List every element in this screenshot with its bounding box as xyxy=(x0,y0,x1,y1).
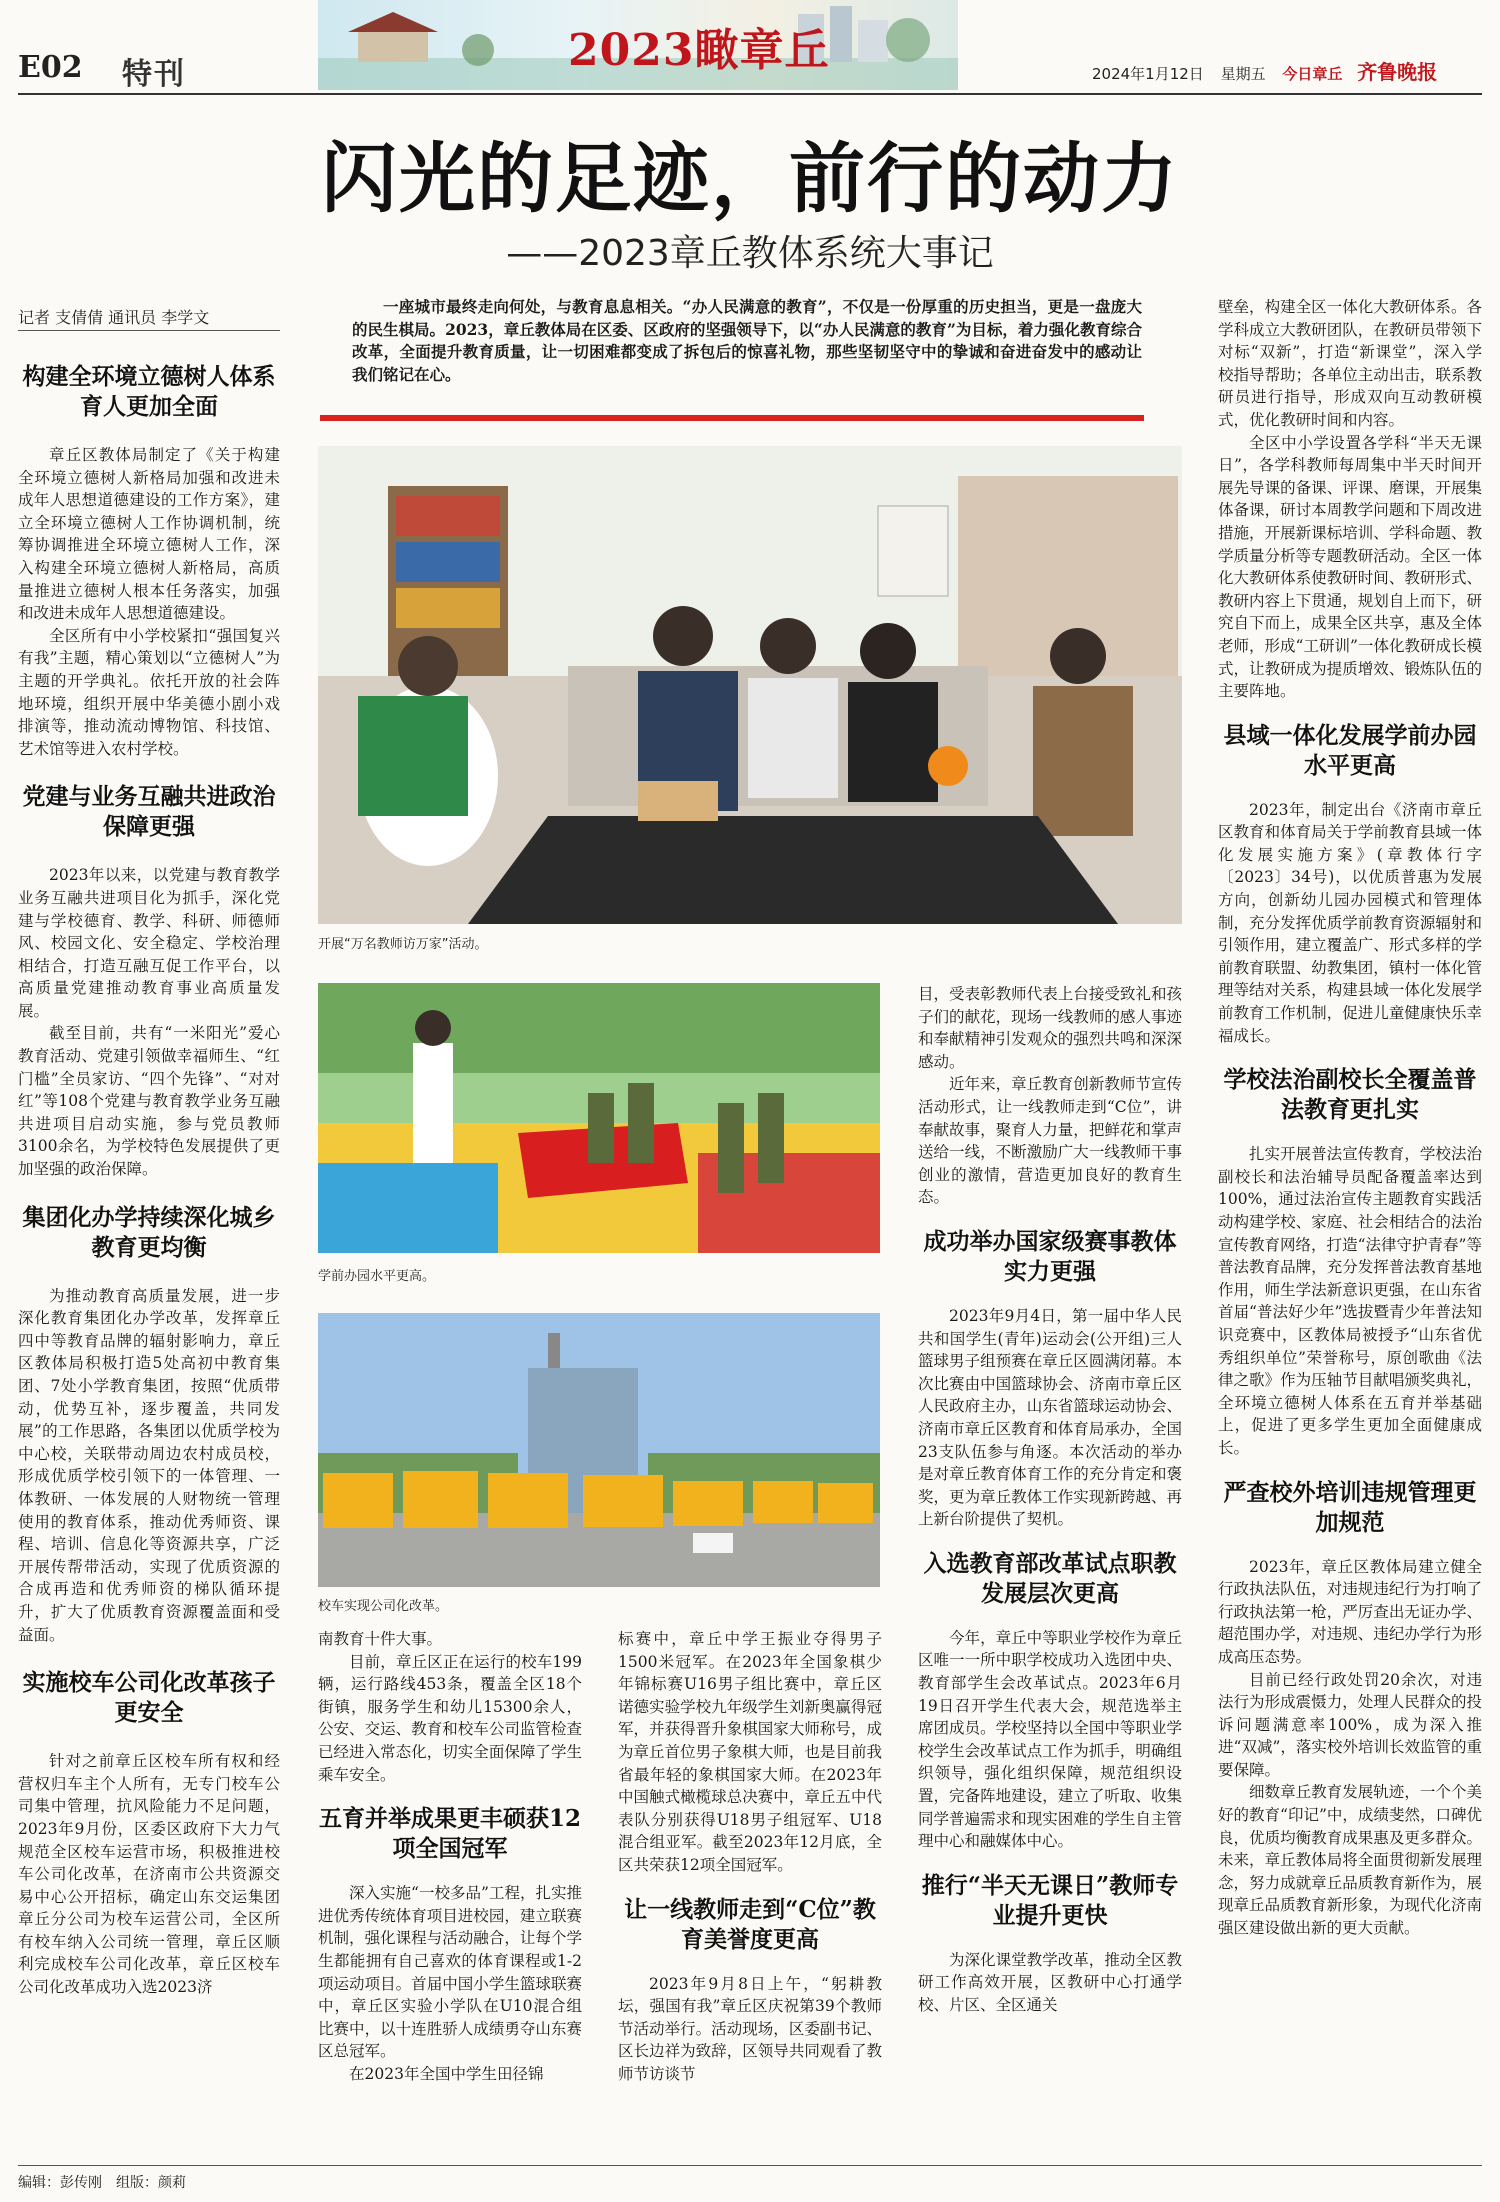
col1-heading-4: 实施校车公司化改革孩子更安全 xyxy=(22,1669,276,1727)
page-header xyxy=(0,0,1500,100)
photo-home-visit-caption: 开展“万名教师访万家”活动。 xyxy=(318,937,488,952)
photo-home-visit xyxy=(318,446,1182,924)
col1-para-3a: 为推动教育高质量发展，进一步深化教育集团化办学改革，发挥章丘四中等教育品牌的辐射影响力，章丘区教体局积极打造5处高初中教育集团、7处小学教育集团，按照“优质带动，优势互补，逐步覆盖，共同发展”的工作思路，各集团以优质学校为中心校，关联带动周边农村成员校，形成优质学校引领下的一体管理、一体教研、一体发展的人财物统一管理使用的教育体系，推动优秀师资、课程、培训、信息化等资源共享，广泛开展传帮带活动，实现了优质资源的合成再造和优秀师资的梯队循环提升，扩大了优质教育资源覆盖面和受益面。 xyxy=(18,1286,280,1644)
photo-kindergarten xyxy=(318,983,880,1253)
col2a-para-4: 在2023年全国中学生田径锦 xyxy=(349,2064,544,2083)
column-name: 今日章丘 xyxy=(1282,65,1343,83)
footer-credits: 编辑：彭传刚 组版：颜莉 xyxy=(18,2175,186,2191)
col2a-para-1: 南教育十件大事。 xyxy=(318,1630,443,1648)
col1-heading-3: 集团化办学持续深化城乡教育更均衡 xyxy=(22,1203,276,1261)
col3-para-2: 近年来，章丘教育创新教师节宣传活动形式，让一线教师走到“C位”，讲奉献故事，聚育人力量，把鲜花和掌声送给一线，不断激励广大一线教师干事创业的激情，营造更加良好的教育生态。 xyxy=(918,1075,1182,1207)
lead-paragraph: 一座城市最终走向何处，与教育息息相关。“办人民满意的教育”，不仅是一份厚重的历史担当，更是一盘庞大的民生棋局。2023，章丘教体局在区委、区政府的坚强领导下，以“办人民满意的教育”为目标，着力强化教育综合改革，全面提升教育质量，让一切困难都变成了拆包后的惊喜礼物，那些坚韧坚守中的挚诚和奋进奋发中的感动让我们铭记在心。 xyxy=(352,297,1142,384)
banner xyxy=(318,0,958,90)
col3-para-1: 目，受表彰教师代表上台接受致礼和孩子们的献花，现场一线教师的感人事迹和奉献精神引发观众的强烈共鸣和深深感动。 xyxy=(918,985,1182,1071)
column-2b xyxy=(618,1628,882,2086)
weekday-text: 星期五 xyxy=(1220,65,1266,83)
col1-heading-2: 党建与业务互融共进政治保障更强 xyxy=(22,783,276,841)
column-3 xyxy=(918,983,1182,2017)
col2a-para-2: 目前，章丘区正在运行的校车199辆，运行路线453条，覆盖全区18个街镇，服务学生和幼儿15300余人，公安、交运、教育和校车公司监管检查已经进入常态化，切实全面保障了学生乘车安全。 xyxy=(318,1652,582,1784)
photo-school-buses-caption: 校车实现公司化改革。 xyxy=(318,1599,449,1614)
col3-heading-1: 成功举办国家级赛事教体实力更强 xyxy=(923,1227,1177,1285)
column-1 xyxy=(18,362,280,1999)
col4-para-3: 2023年，制定出台《济南市章丘区教育和体育局关于学前教育县域一体化发展实施方案》(章教体行字〔2023〕34号)，以优质普惠为发展方向，创新幼儿园办园模式和管理体制，充分发挥优质学前教育资源辐射和引领作用，建立覆盖广、形式多样的学前教育联盟、幼教集团，镇村一体化管理等结对关系，构建县域一体化发展学前教育工作机制，促进儿童健康快乐幸福成长。 xyxy=(1218,800,1482,1045)
lead-rule xyxy=(320,415,1144,421)
subheadline: ——2023章丘教体系统大事记 xyxy=(506,233,994,274)
byline: 记者 支倩倩 通讯员 李学文 xyxy=(18,308,210,327)
section-name: 特刊 xyxy=(122,57,186,92)
col2b-para-2: 2023年9月8日上午，“躬耕教坛，强国有我”章丘区庆祝第39个教师节活动举行。活动现场，区委副书记、区长边祥为致辞，区领导共同观看了教师节访谈节 xyxy=(618,1974,882,2083)
col3-para-4: 今年，章丘中等职业学校作为章丘区唯一一所中职学校成功入选团中央、教育部学生会改革试点。2023年6月19日召开学生代表大会，规范选举主席团成员。学校坚持以全国中等职业学校学生会改革试点工作为抓手，明确组织领导，强化组织保障，规范组织设置，完备阵地建设，建立了听取、收集同学普遍需求和现实困难的学生自主管理中心和融媒体中心。 xyxy=(918,1628,1182,1851)
column-2a xyxy=(318,1628,582,2086)
col1-para-1a: 章丘区教体局制定了《关于构建全环境立德树人新格局加强和改进未成年人思想道德建设的工作方案》，建立全环境立德树人工作协调机制，统筹协调推进全环境立德树人工作，深入构建全环境立德树人新格局，高质量推进立德树人根本任务落实，加强和改进未成年人思想道德建设。 xyxy=(18,446,280,623)
col4-para-4: 扎实开展普法宣传教育，学校法治副校长和法治辅导员配备覆盖率达到100%，通过法治宣传主题教育实践活动构建学校、家庭、社会相结合的法治宣传教育网络，打造“法律守护青春”等普法教育品牌，充分发挥普法教育基地作用，师生学法新意识更强，在山东省首届“普法好少年”选拔暨青少年普法知识竞赛中，区教体局被授予“山东省优秀组织单位”荣誉称号，原创歌曲《法律之歌》作为压轴节目献唱颁奖典礼，全环境立德树人体系在五育并举基础上，促进了更多学生更加全面健康成长。 xyxy=(1218,1145,1482,1457)
byline-rule xyxy=(18,330,280,331)
col4-para-2: 全区中小学设置各学科“半天无课日”，各学科教师每周集中半天时间开展先导课的备课、评课、磨课，开展集体备课，研讨本周教学问题和下周改进措施，开展新课标培训、学科命题、教学质量分析等专题教研活动。全区一体化大教研体系使教研时间、教研形式、教研内容上下贯通，规划自上而下，研究自下而上，成果全区共享，惠及全体老师，形成“工研训”一体化教研成长模式，让教研成为提质增效、锻炼队伍的主要阵地。 xyxy=(1218,433,1482,701)
date-text: 2024年1月12日 xyxy=(1092,65,1204,83)
col4-para-6: 目前已经行政处罚20余次，对违法行为形成震慑力，处理人民群众的投诉问题满意率100%，成为深入推进“双减”，落实校外培训长效监管的重要保障。 xyxy=(1218,1670,1482,1779)
photo-school-buses xyxy=(318,1313,880,1587)
col4-heading-1: 县域一体化发展学前办园水平更高 xyxy=(1223,721,1477,779)
col4-para-1: 壁垒，构建全区一体化大教研体系。各学科成立大教研团队，在教研员带领下对标“双新”，打造“新课堂”，深入学校指导帮助；各单位主动出击，联系教研员进行指导，形成双向互动教研模式，优化教研时间和内容。 xyxy=(1218,298,1482,429)
col4-para-7: 细数章丘教育发展轨迹，一个个美好的教育“印记”中，成绩斐然，口碑优良，优质均衡教育成果惠及更多群众。未来，章丘教体局将全面贯彻新发展理念，努力成就章丘品质教育新作为，展现章丘品质教育新形象，为现代化济南强区建设做出新的更大贡献。 xyxy=(1218,1783,1482,1938)
banner-title: 2023瞰章丘 xyxy=(568,25,830,76)
paper-logo: 齐鲁晚报 xyxy=(1357,60,1438,84)
col1-para-4a: 针对之前章丘区校车所有权和经营权归车主个人所有，无专门校车公司集中管理，抗风险能力不足问题，2023年9月份，区委区政府下大力气规范全区校车运营市场，积极推进校车公司化改革，在济南市公共资源交易中心公开招标，确定山东交运集团章丘分公司为校车运营公司，全区所有校车纳入公司统一管理，章丘区顺利完成校车公司化改革，章丘区校车公司化改革成功入选2023济 xyxy=(18,1752,280,1997)
col3-para-5: 为深化课堂教学改革，推动全区教研工作高效开展，区教研中心打通学校、片区、全区通关 xyxy=(918,1950,1182,2014)
col2a-heading-1: 五育并举成果更丰硕获12项全国冠军 xyxy=(318,1805,581,1863)
photo-kindergarten-caption: 学前办园水平更高。 xyxy=(318,1269,436,1284)
col2b-heading-1: 让一线教师走到“C位”教育美誉度更高 xyxy=(624,1895,876,1953)
col4-para-5: 2023年，章丘区教体局建立健全行政执法队伍，对违规违纪行为打响了行政执法第一枪，严厉查出无证办学、超范围办学，对违规、违纪办学行为形成高压态势。 xyxy=(1218,1557,1482,1666)
issue-date xyxy=(1092,56,1437,85)
col3-heading-2: 入选教育部改革试点职教发展层次更高 xyxy=(923,1549,1177,1607)
page-number: E02 xyxy=(18,50,83,85)
col1-para-1b: 全区所有中小学校紧扣“强国复兴有我”主题，精心策划以“立德树人”为主题的开学典礼。依托开放的社会阵地环境，组织开展中华美德小剧小戏排演等，推动流动博物馆、科技馆、艺术馆等进入农村学校。 xyxy=(18,626,280,758)
header-rule xyxy=(18,93,1482,95)
col1-para-2a: 2023年以来，以党建与教育教学业务互融共进项目化为抓手，深化党建与学校德育、教学、科研、师德师风、校园文化、安全稳定、学校治理相结合，打造互融互促工作平台，以高质量党建推动教育事业高质量发展。 xyxy=(18,866,280,1020)
col4-heading-2: 学校法治副校长全覆盖普法教育更扎实 xyxy=(1223,1066,1477,1124)
col3-heading-3: 推行“半天无课日”教师专业提升更快 xyxy=(921,1871,1179,1929)
column-4 xyxy=(1218,296,1482,1940)
col2a-para-3: 深入实施“一校多品”工程，扎实推进优秀传统体育项目进校园，建立联赛机制，强化课程与活动融合，让每个学生都能拥有自己喜欢的体育课程或1-2项运动项目。首届中国小学生篮球联赛中，章丘区实验小学队在U10混合组比赛中，以十连胜骄人成绩勇夺山东赛区总冠军。 xyxy=(318,1884,582,2061)
col1-heading-1: 构建全环境立德树人体系育人更加全面 xyxy=(22,363,276,420)
col4-heading-3: 严查校外培训违规管理更加规范 xyxy=(1223,1478,1477,1536)
headline: 闪光的足迹，前行的动力 xyxy=(321,134,1179,223)
col2b-para-1: 标赛中，章丘中学王振业夺得男子1500米冠军。在2023年全国象棋少年锦标赛U16男子组比赛中，章丘区诺德实验学校九年级学生刘新奥赢得冠军，并获得晋升象棋国家大师称号，成为章丘首位男子象棋大师，也是目前我省最年轻的象棋国家大师。在2023年中国触式橄榄球总决赛中，章丘五中代表队分别获得U18男子组冠军、U18混合组亚军。截至2023年12月底，全区共荣获12项全国冠军。 xyxy=(618,1630,882,1874)
col3-para-3: 2023年9月4日，第一届中华人民共和国学生(青年)运动会(公开组)三人篮球男子组预赛在章丘区圆满闭幕。本次比赛由中国篮球协会、济南市章丘区人民政府主办，山东省篮球运动协会、济南市章丘区教育和体育局承办，全国23支队伍参与角逐。本次活动的举办是对章丘教育体育工作的充分肯定和褒奖，更为章丘教体工作实现新跨越、再上新台阶提供了契机。 xyxy=(918,1306,1182,1529)
footer-rule xyxy=(18,2165,1482,2166)
col1-para-2b: 截至目前，共有“一米阳光”爱心教育活动、党建引领做幸福师生、“红门槛”全员家访、“四个先锋”、“对对红”等108个党建与教育教学业务互融共进项目启动实施，参与党员教师3100余名，为学校特色发展提供了更加坚强的政治保障。 xyxy=(18,1024,280,1179)
